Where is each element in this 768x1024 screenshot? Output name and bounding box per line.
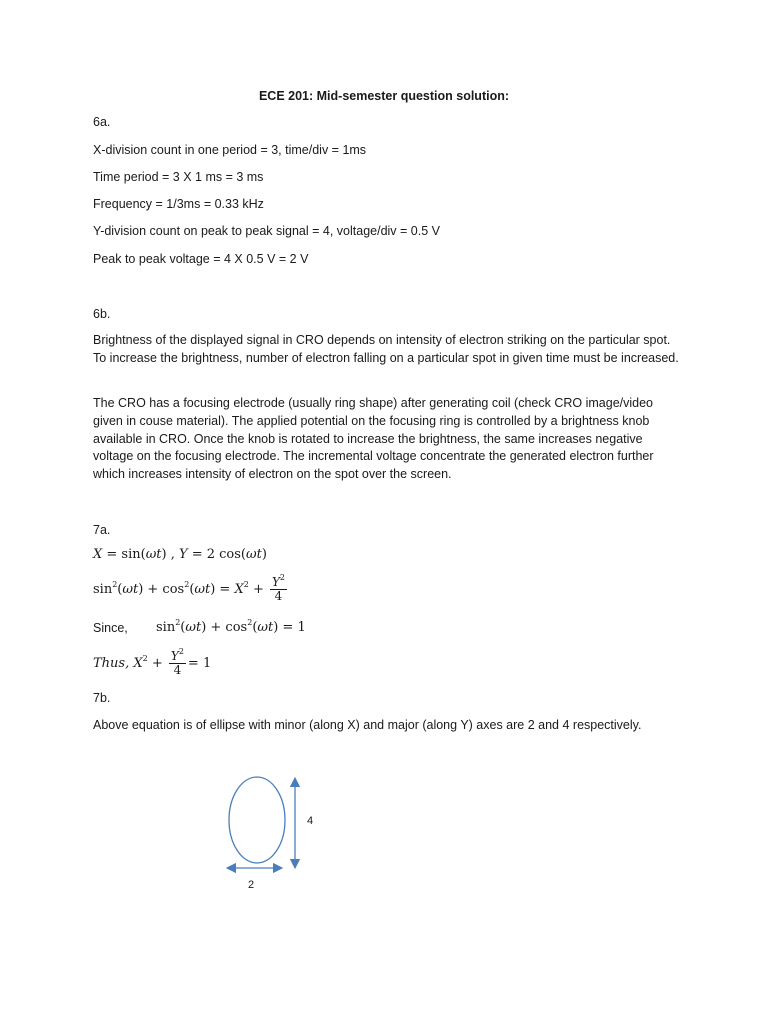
answer-line: Y-division count on peak to peak signal = 4, voltage/div = 0.5 V (93, 224, 440, 238)
minor-axis-label: 2 (248, 879, 255, 891)
ellipse-shape (229, 777, 285, 863)
answer-line: Time period = 3 X 1 ms = 3 ms (93, 170, 264, 184)
section-label-6b: 6b. (93, 307, 111, 321)
since-label: Since, (93, 621, 128, 635)
answer-line: X-division count in one period = 3, time/div = 1ms (93, 143, 367, 157)
equation-identity: $\sin^2(\omega t) + \cos^2(\omega t) = X^2$ + $\frac{Y^2}{4}$ (93, 573, 285, 603)
answer-line: Peak to peak voltage = 4 X 0.5 V = 2 V (93, 252, 309, 266)
thus-label: Thus, (93, 656, 130, 671)
section-label-7b: 7b. (93, 691, 111, 705)
equation-parametric: X = sin(ωt) , Y = 2 cos(ωt) (93, 547, 267, 562)
section-label-7a: 7a. (93, 523, 111, 537)
answer-line: Above equation is of ellipse with minor (along X) and major (along Y) axes are 2 and 4 respectively. (93, 718, 642, 732)
paragraph: Brightness of the displayed signal in CRO depends on intensity of electron striking on the particular spot. To increase the brightness, number of electron falling on a particular spot in given time must be increased. (93, 333, 679, 365)
document-title: ECE 201: Mid-semester question solution: (258, 89, 510, 103)
paragraph: The CRO has a focusing electrode (usually ring shape) after generating coil (check CRO image/video given in couse material). The applied potential on the focusing ring is controlled by a brightness knob available in CRO. Once the knob is rotated to increase the brightness, the same increases negative voltage on the focusing electrode. The incremental voltage concentrate the generated electron further which increases intensity of electron on the spot over the screen. (93, 396, 654, 482)
section-label-6a: 6a. (93, 115, 111, 129)
equation-trig-identity: $\sin^2(\omega t) + \cos^2(\omega t) = 1$ (156, 618, 306, 635)
equation-ellipse: Thus, $X^2$ + $\frac{Y^2}{4}$ = 1 (93, 647, 212, 677)
fraction: $\frac{Y^2}{4}$ (271, 573, 285, 603)
answer-line: Frequency = 1/3ms = 0.33 kHz (93, 197, 264, 211)
fraction: $\frac{Y^2}{4}$ (170, 647, 184, 677)
major-axis-label: 4 (307, 815, 314, 827)
